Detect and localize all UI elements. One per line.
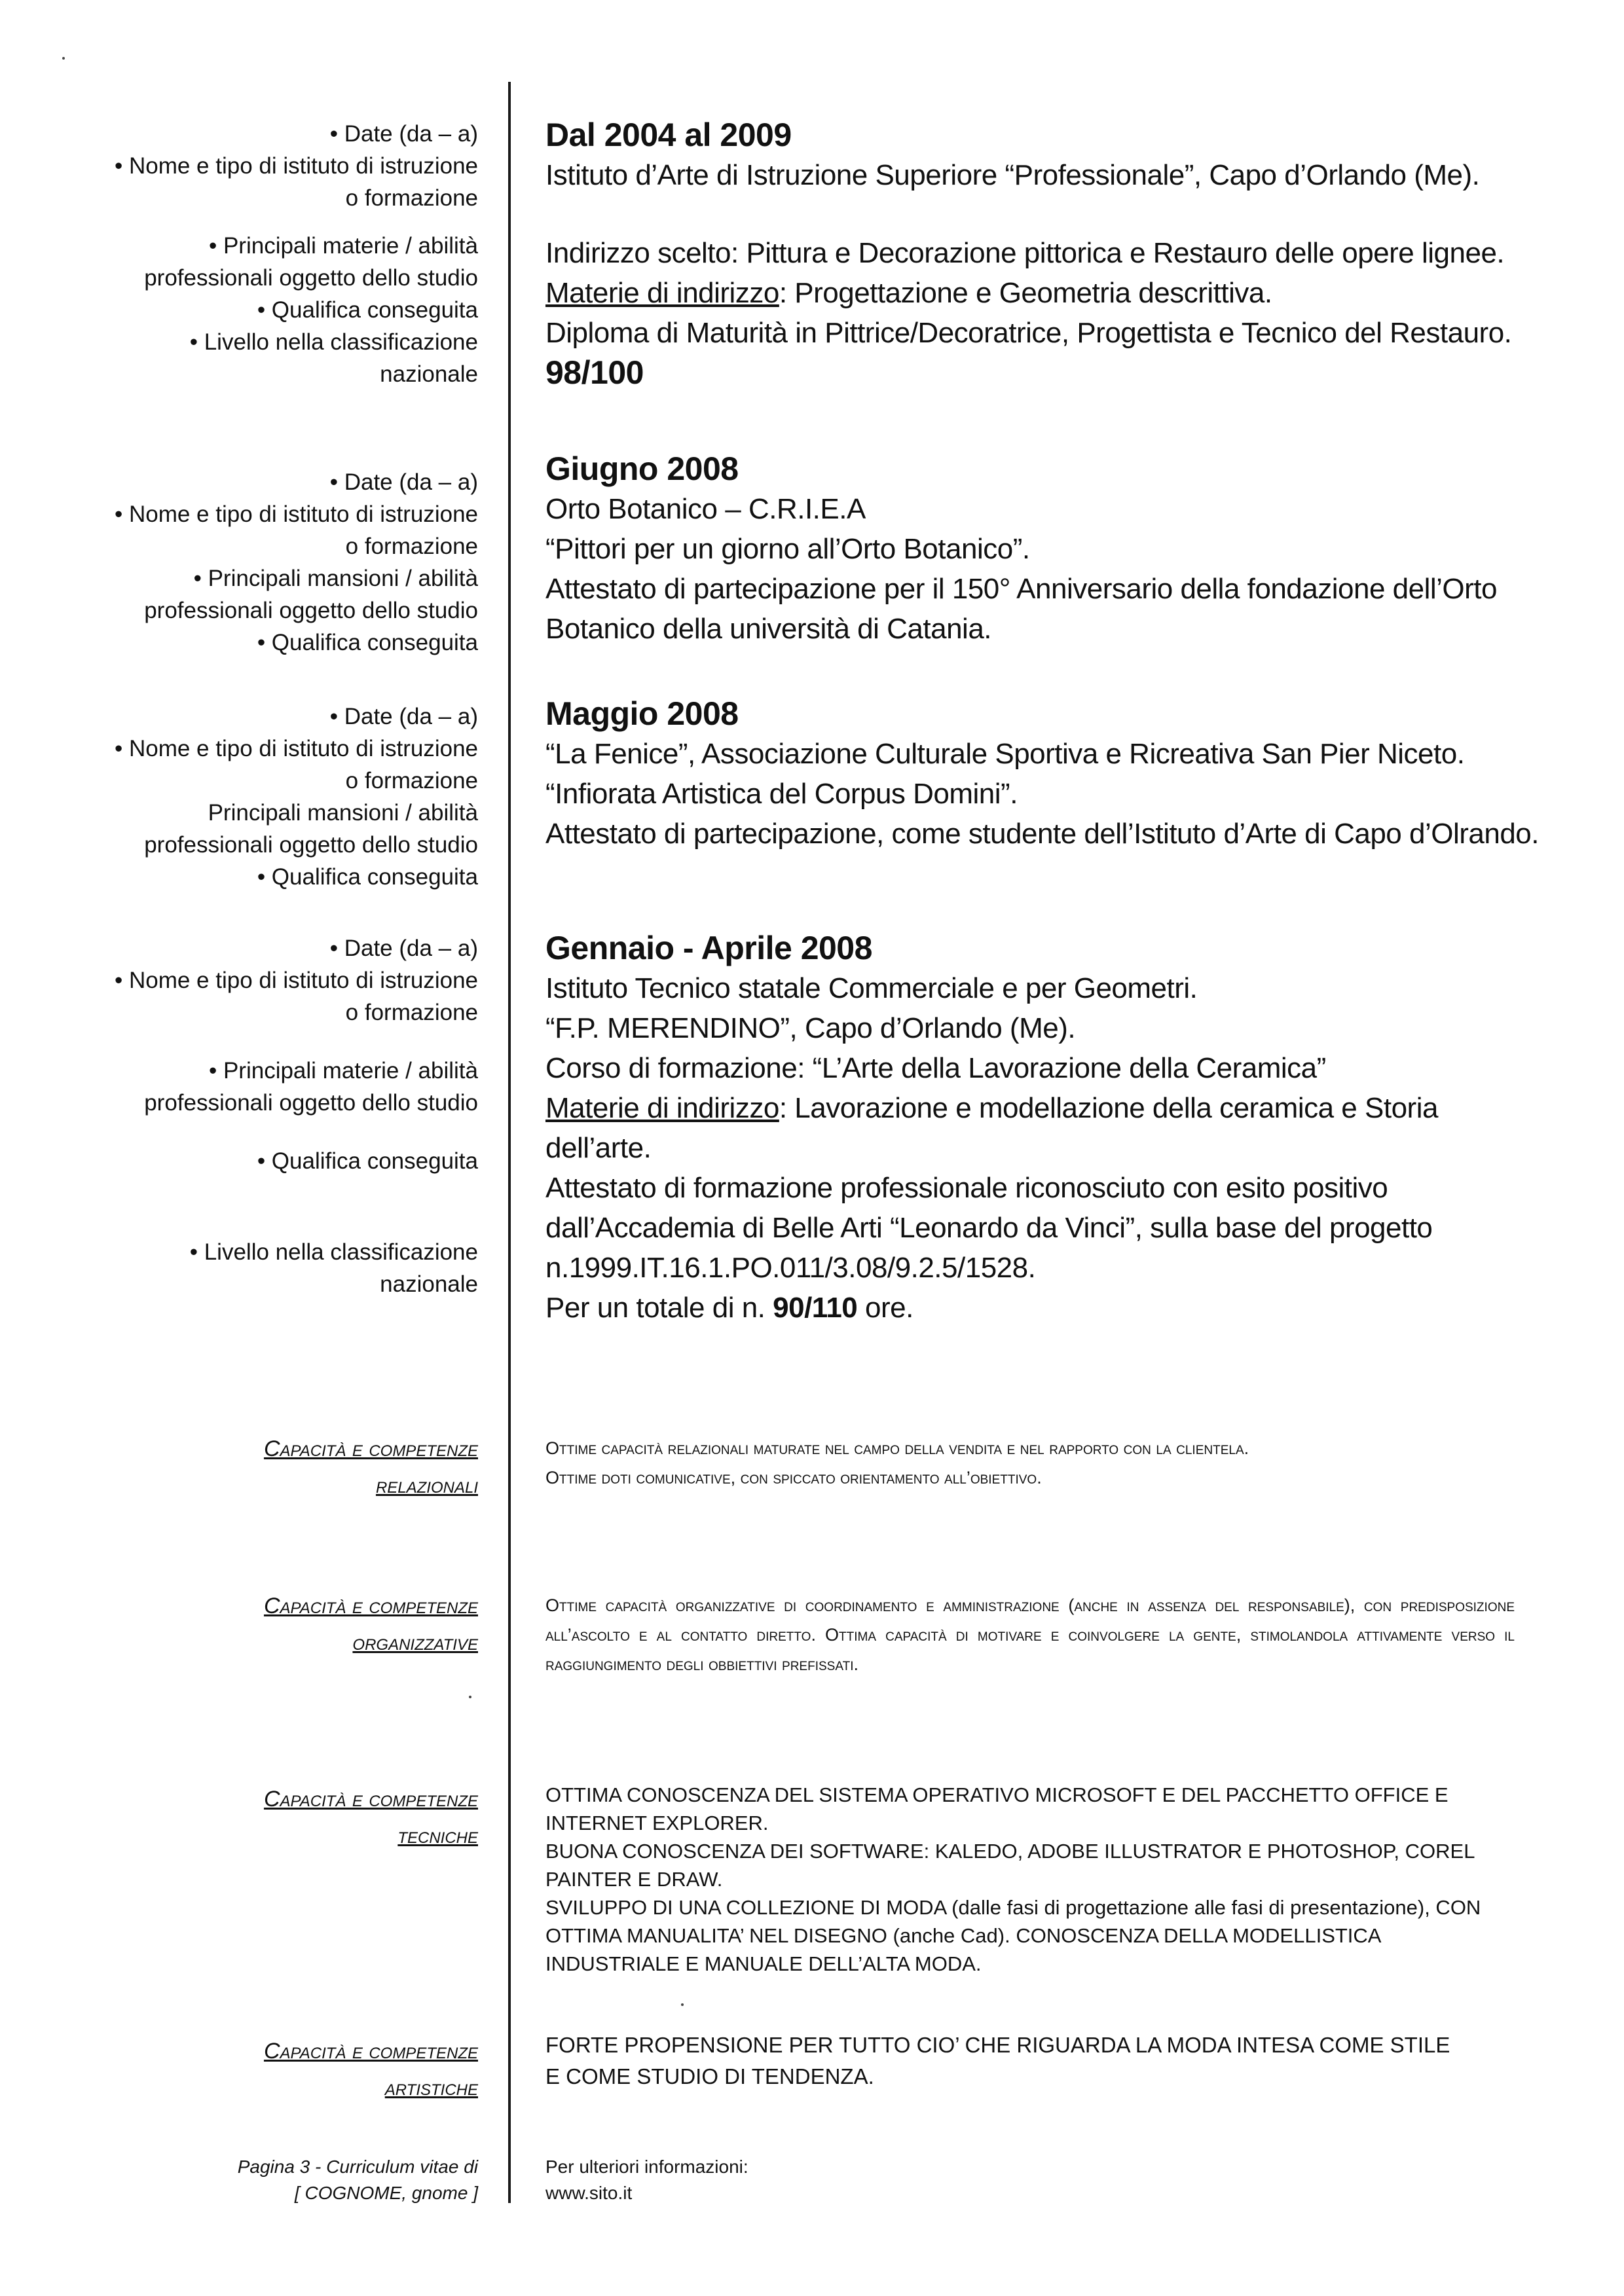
entry-4-line: Corso di formazione: “L’Arte della Lavorazione della Ceramica” <box>545 1052 1326 1084</box>
label-date: • Date (da – a) <box>329 469 478 495</box>
label-formazione: o formazione <box>345 1000 478 1025</box>
label-formazione: o formazione <box>345 768 478 793</box>
label-livello: • Livello nella classificazione <box>189 1239 478 1265</box>
entry-4-line: Per un totale di n. 90/110 ore. <box>545 1292 913 1324</box>
entry-1-content <box>545 115 1528 393</box>
scan-speck <box>469 1696 471 1698</box>
entry-4-date: Gennaio - Aprile 2008 <box>545 930 872 966</box>
label-professionali: professionali oggetto dello studio <box>144 832 478 858</box>
label-materie: • Principali materie / abilità <box>208 1058 478 1084</box>
entry-4-line: Istituto Tecnico statale Commerciale e per Geometri. <box>545 972 1198 1004</box>
entry-3-line: Attestato di partecipazione, come studente dell’Istituto d’Arte di Capo d’Olrando. <box>545 818 1540 850</box>
label-formazione: o formazione <box>345 534 478 559</box>
label-professionali: professionali oggetto dello studio <box>144 1090 478 1116</box>
entry-4-content <box>545 928 1528 1328</box>
cap-artistiche-heading: Capacità e competenze artistiche <box>263 2039 478 2100</box>
entry-1-line: Diploma di Maturità in Pittrice/Decoratrice, Progettista e Tecnico del Restauro. <box>545 317 1512 349</box>
scan-speck <box>62 57 65 60</box>
entry-2-line: “Pittori per un giorno all’Orto Botanico”. <box>545 533 1030 565</box>
entry-2-line: Orto Botanico – C.R.I.E.A <box>545 493 866 525</box>
entry-3-content <box>545 694 1540 854</box>
label-qualifica: • Qualifica conseguita <box>257 297 478 323</box>
cap-tecniche-heading: Capacità e competenze tecniche <box>263 1787 478 1848</box>
entry-4-line: dell’arte. <box>545 1132 652 1164</box>
label-nazionale: nazionale <box>380 1271 478 1297</box>
entry-2-labels <box>98 466 478 659</box>
entry-2-line: Botanico della università di Catania. <box>545 613 992 645</box>
entry-1-grade: 98/100 <box>545 354 644 391</box>
cap-organizzative-text: Ottime capacità organizzative di coordinamento e amministrazione (anche in assenza del responsabile), con predisposizione all’ascolto e al contatto diretto. Ottima capacità di motivare e coinvolgere la gente, stimolandola attivamente verso il raggiungimento degli obbiettivi prefissati. <box>545 1595 1515 1674</box>
label-qualifica: • Qualifica conseguita <box>257 630 478 655</box>
entry-3-line: “La Fenice”, Associazione Culturale Sportiva e Ricreativa San Pier Niceto. <box>545 738 1465 770</box>
entry-4-line: Attestato di formazione professionale riconosciuto con esito positivo <box>545 1172 1388 1204</box>
footer-page-info: Pagina 3 - Curriculum vitae di [ COGNOME, gnome ] <box>237 2157 478 2203</box>
entry-4-line: Materie di indirizzo: Lavorazione e modellazione della ceramica e Storia <box>545 1092 1438 1124</box>
cap-organizzative-heading: Capacità e competenze organizzative <box>263 1594 478 1655</box>
label-date: • Date (da – a) <box>329 704 478 729</box>
cap-relazionali-heading: Capacità e competenze relazionali <box>263 1436 478 1498</box>
entry-4-line: n.1999.IT.16.1.PO.011/3.08/9.2.5/1528. <box>545 1252 1036 1284</box>
label-date: • Date (da – a) <box>329 121 478 147</box>
cap-tecniche-text: OTTIMA CONOSCENZA DEL SISTEMA OPERATIVO MICROSOFT E DEL PACCHETTO OFFICE E INTERNET EXPLORER. BUONA CONOSCENZA DEI SOFTWARE: KALEDO, ADOBE ILLUSTRATOR E PHOTOSHOP, COREL PAINTER E DRAW. SVILUPPO DI UNA COLLEZIONE DI MODA (dalle fasi di progettazione alle fasi di presentazione), CON OTTIMA MANUALITA’ NEL DISEGNO (anche Cad). CONOSCENZA DELLA MODELLISTICA INDUSTRIALE E MANUALE DELL’ALTA MODA. <box>545 1783 1481 1975</box>
entry-3-line: “Infiorata Artistica del Corpus Domini”. <box>545 778 1018 810</box>
label-date: • Date (da – a) <box>329 936 478 961</box>
label-professionali: professionali oggetto dello studio <box>144 265 478 291</box>
entry-1-labels <box>98 118 478 390</box>
column-divider <box>508 82 511 2203</box>
entry-1-line: Istituto d’Arte di Istruzione Superiore “Professionale”, Capo d’Orlando (Me). <box>545 159 1480 191</box>
entry-2-line: Attestato di partecipazione per il 150° Anniversario della fondazione dell’Orto <box>545 573 1497 605</box>
hours-value: 90/110 <box>773 1292 858 1324</box>
entry-2-content <box>545 449 1528 649</box>
label-materie: • Principali materie / abilità <box>208 233 478 259</box>
entry-2-date: Giugno 2008 <box>545 450 739 487</box>
label-livello: • Livello nella classificazione <box>189 329 478 355</box>
underlined-heading: Materie di indirizzo <box>545 1092 779 1124</box>
entry-3-labels <box>98 701 478 893</box>
label-istituto: • Nome e tipo di istituto di istruzione <box>114 736 478 761</box>
label-istituto: • Nome e tipo di istituto di istruzione <box>114 968 478 993</box>
label-istituto: • Nome e tipo di istituto di istruzione <box>114 501 478 527</box>
cap-relazionali-text: Ottime capacità relazionali maturate nel campo della vendita e nel rapporto con la clientela. Ottime doti comunicative, con spiccato orientamento all’obiettivo. <box>545 1438 1249 1487</box>
label-qualifica: • Qualifica conseguita <box>257 864 478 890</box>
label-professionali: professionali oggetto dello studio <box>144 598 478 623</box>
label-formazione: o formazione <box>345 185 478 211</box>
underlined-heading: Materie di indirizzo <box>545 277 779 309</box>
entry-1-line: Materie di indirizzo: Progettazione e Geometria descrittiva. <box>545 277 1272 309</box>
label-mansioni: Principali mansioni / abilità <box>208 800 478 826</box>
cap-artistiche-text: FORTE PROPENSIONE PER TUTTO CIO’ CHE RIGUARDA LA MODA INTESA COME STILE E COME STUDIO DI TENDENZA. <box>545 2033 1450 2088</box>
scan-speck <box>681 2003 684 2006</box>
label-mansioni: • Principali mansioni / abilità <box>193 566 478 591</box>
footer-contact: Per ulteriori informazioni: www.sito.it <box>545 2154 1069 2206</box>
website-link[interactable]: www.sito.it <box>545 2183 633 2203</box>
entry-4-line: “F.P. MERENDINO”, Capo d’Orlando (Me). <box>545 1012 1076 1044</box>
entry-4-line: dall’Accademia di Belle Arti “Leonardo da Vinci”, sulla base del progetto <box>545 1212 1433 1244</box>
entry-1-date: Dal 2004 al 2009 <box>545 117 792 153</box>
label-qualifica: • Qualifica conseguita <box>257 1148 478 1174</box>
label-istituto: • Nome e tipo di istituto di istruzione <box>114 153 478 179</box>
entry-4-labels <box>98 932 478 1300</box>
label-nazionale: nazionale <box>380 361 478 387</box>
entry-1-line: Indirizzo scelto: Pittura e Decorazione pittorica e Restauro delle opere lignee. <box>545 237 1505 269</box>
entry-3-date: Maggio 2008 <box>545 695 739 732</box>
